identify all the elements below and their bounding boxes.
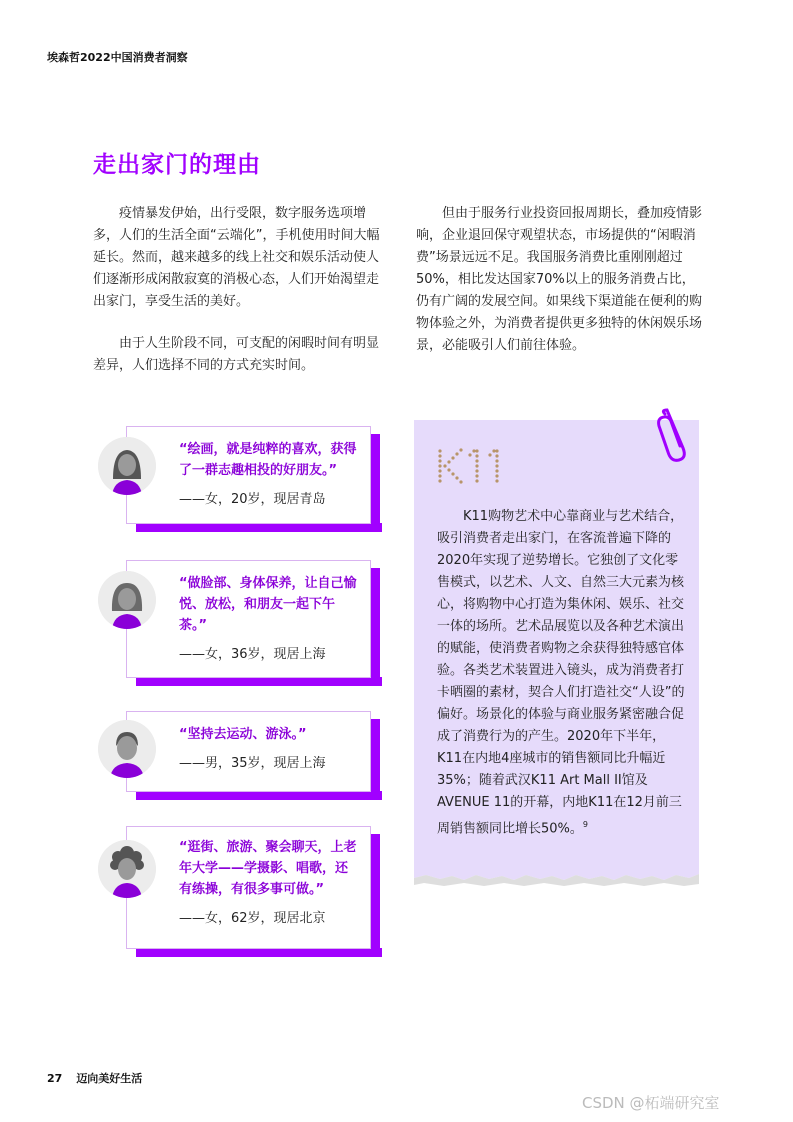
quote-card-4 (126, 826, 371, 949)
quote-text: “逛街、旅游、聚会聊天，上老年大学——学摄影、唱歌，还有练操，有很多事可做。” (179, 840, 357, 897)
woman-avatar-icon (98, 437, 156, 495)
k11-logo (436, 447, 506, 487)
quote-card-2 (126, 560, 371, 678)
quote-attribution: ——男，35岁，现居上海 (179, 756, 326, 771)
quote-attribution: ——女，36岁，现居上海 (179, 647, 326, 662)
woman-avatar-icon (98, 571, 156, 629)
man-avatar-icon (98, 720, 156, 778)
quote-text: “绘画，就是纯粹的喜欢，获得了一群志趣相投的好朋友。” (179, 442, 357, 478)
left-column (93, 203, 380, 377)
right-column (416, 203, 702, 357)
left-paragraph-1: 疫情暴发伊始，出行受限，数字服务选项增多，人们的生活全面“云端化”，手机使用时间大幅延长。然而，越来越多的线上社交和娱乐活动使人们逐渐形成闲散寂寞的消极心态，人们开始渴望走出家门，享受生活的美好。 (93, 206, 380, 309)
page-number: 27 (47, 1072, 63, 1085)
elderly-woman-avatar-icon (98, 840, 156, 898)
quote-attribution: ——女，20岁，现居青岛 (179, 492, 326, 507)
quote-attribution: ——女，62岁，现居北京 (179, 911, 326, 926)
quote-text: “坚持去运动、游泳。” (179, 727, 307, 742)
right-paragraph-1: 但由于服务行业投资回报周期长，叠加疫情影响，企业退回保守观望状态，市场提供的“闲暇消费”场景远远不足。我国服务消费比重刚刚超过50%，相比发达国家70%以上的服务消费占比，仍有广阔的发展空间。如果线下渠道能在便利的购物体验之外，为消费者提供更多独特的休闲娱乐场景，必能吸引人们前往体验。 (416, 206, 703, 353)
quote-card-1 (126, 426, 371, 524)
k11-body-text: K11购物艺术中心靠商业与艺术结合，吸引消费者走出家门，在客流普遍下降的2020年实现了逆势增长。它独创了文化零售模式，以艺术、人文、自然三大元素为核心，将购物中心打造为集休闲、娱乐、社交一体的场所。艺术品展览以及各种艺术演出的赋能，使消费者购物之余获得独特感官体验。各类艺术装置进入镜头，成为消费者打卡晒圈的素材，契合人们打造社交“人设”的偏好。场景化的体验与商业服务紧密融合促成了消费行为的产生。2020年下半年，K11在内地4座城市的销售额同比升幅近35%；随着武汉K11 Art Mall II馆及AVENUE 11的开幕，内地K11在12月前三周销售额同比增长50%。 (437, 509, 685, 837)
running-header: 埃森哲2022中国消费者洞察 (47, 51, 188, 64)
footer (47, 1070, 142, 1086)
torn-edge (414, 866, 699, 886)
watermark: CSDN @柘端研究室 (582, 1094, 720, 1112)
quote-card-3 (126, 711, 371, 792)
k11-body (437, 506, 689, 840)
footnote-ref[interactable]: 9 (582, 820, 588, 829)
footer-title: 迈向美好生活 (76, 1072, 143, 1085)
quote-text: “做脸部、身体保养，让自己愉悦、放松，和朋友一起下午茶。” (179, 576, 357, 633)
section-title: 走出家门的理由 (93, 152, 261, 178)
paperclip-icon (655, 408, 695, 466)
left-paragraph-2: 由于人生阶段不同，可支配的闲暇时间有明显差异，人们选择不同的方式充实时间。 (93, 336, 380, 373)
